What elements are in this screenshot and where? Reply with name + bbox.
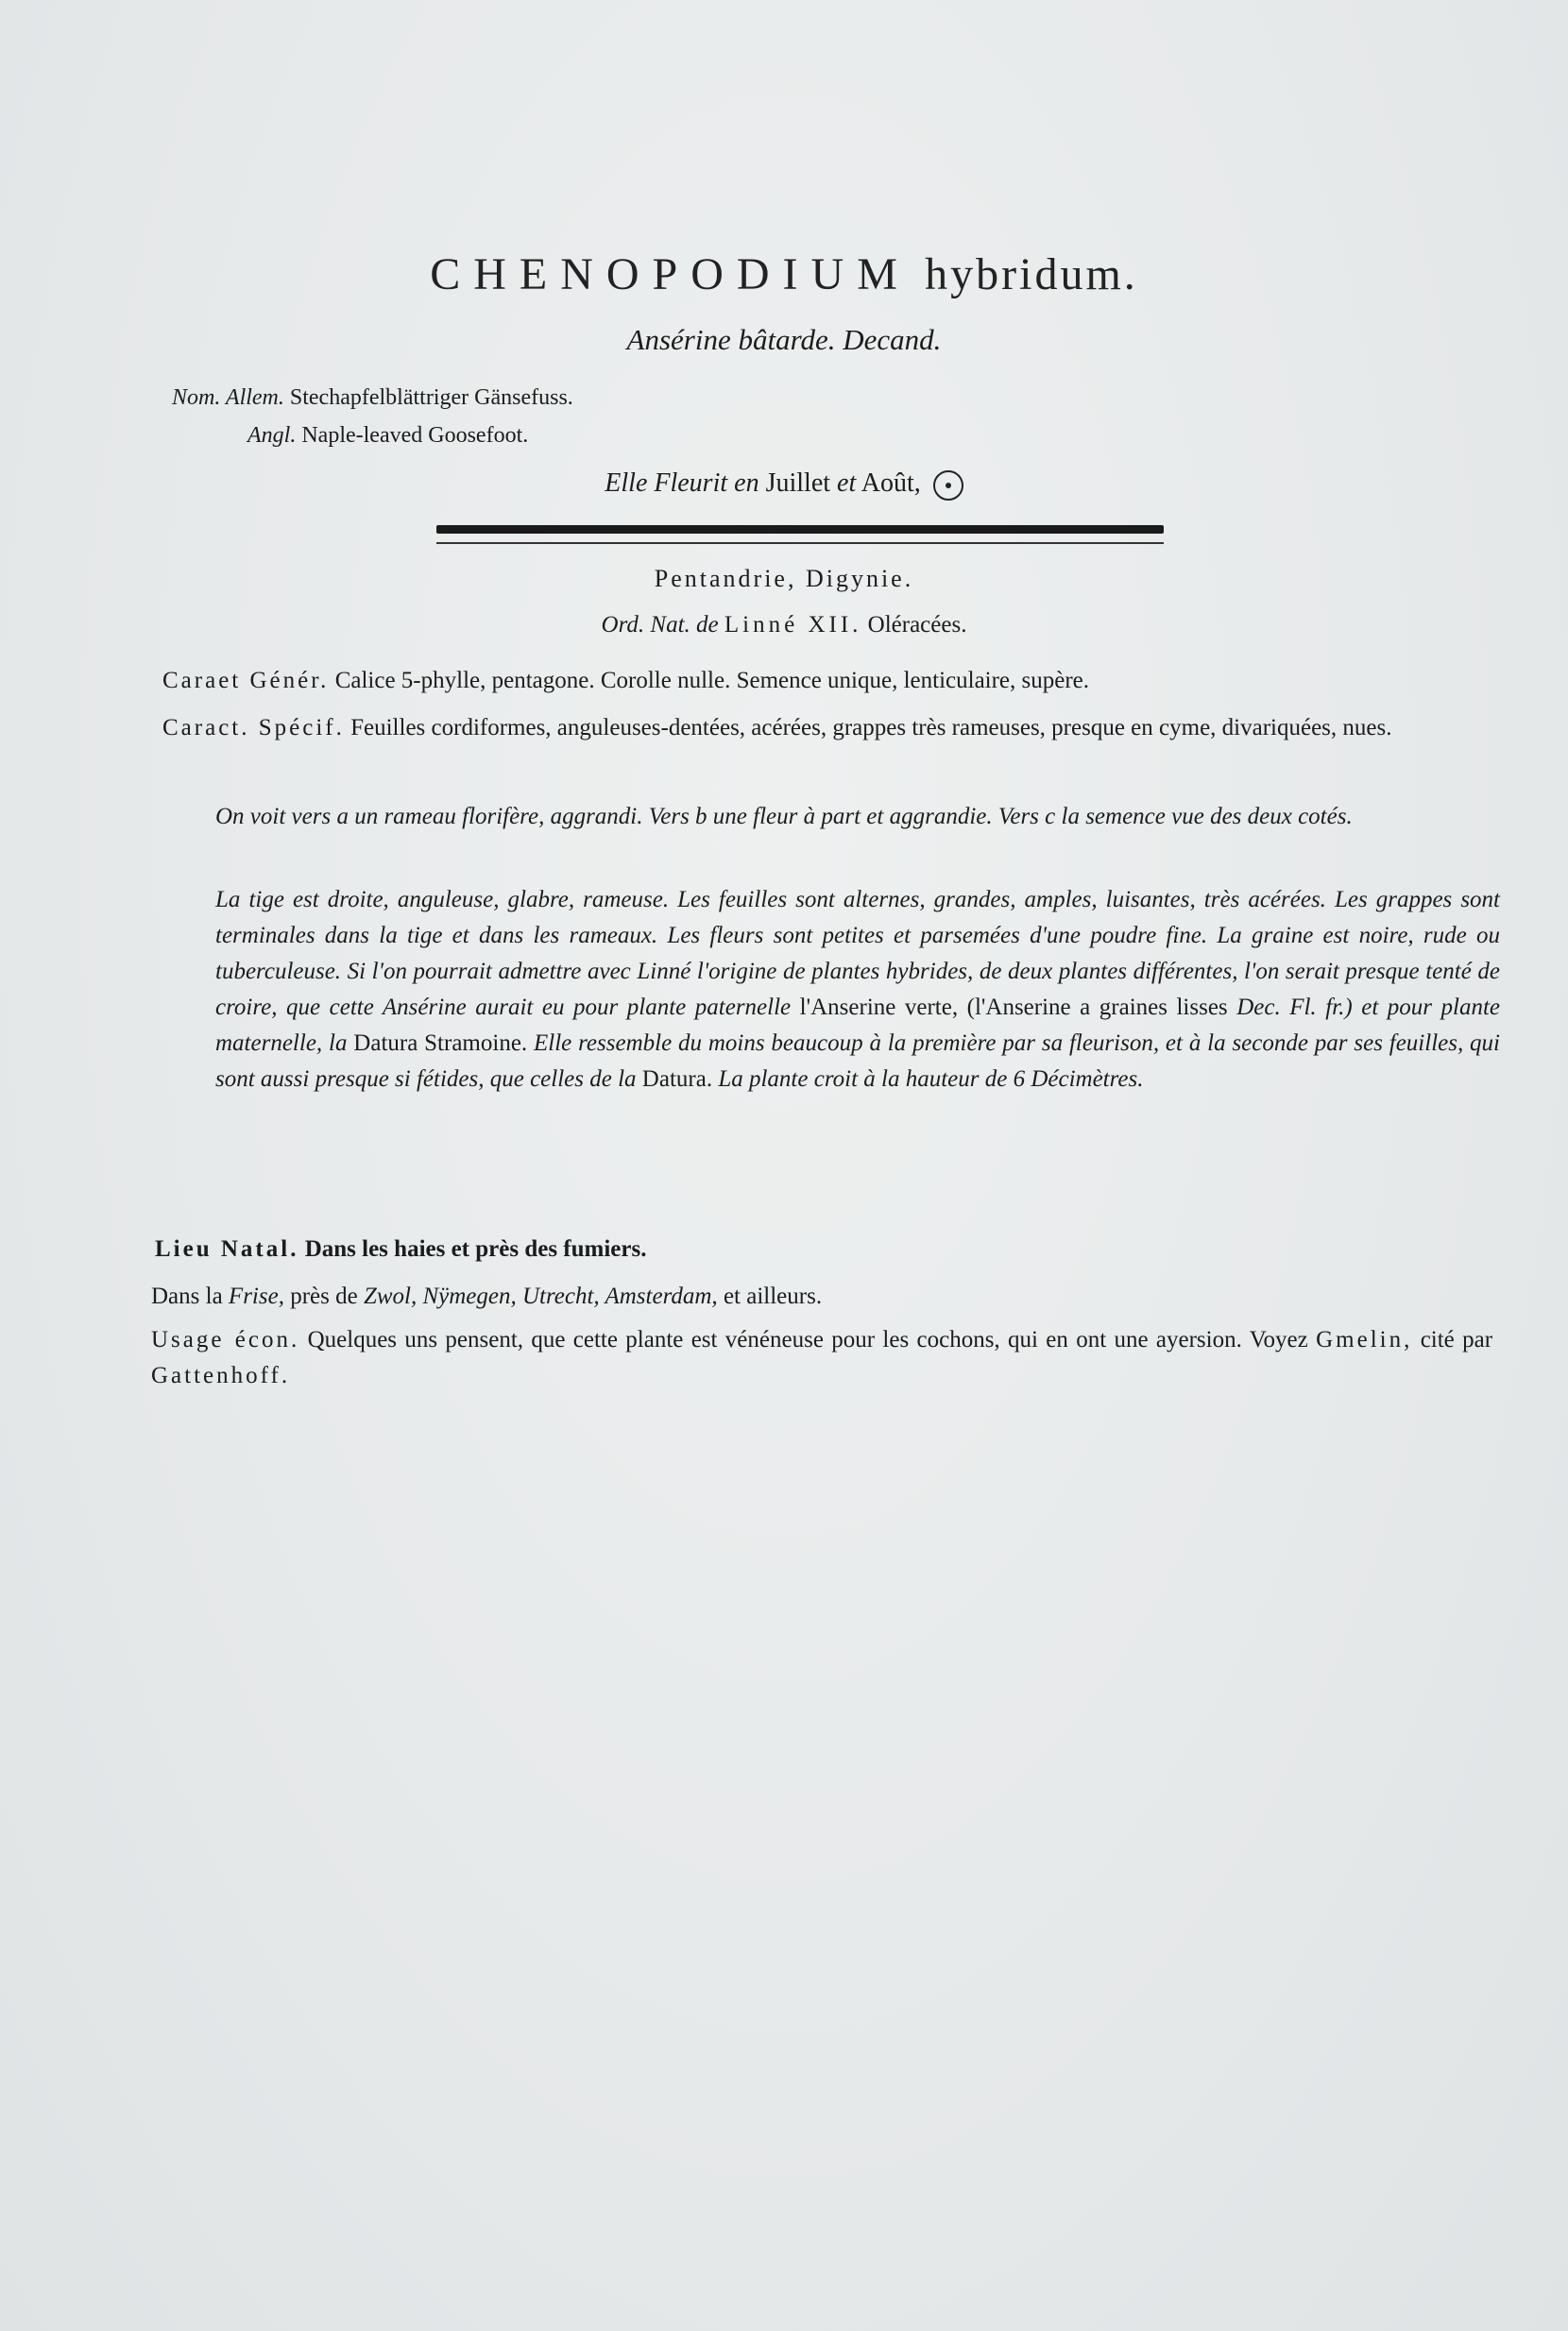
specific-character	[162, 710, 1494, 746]
description-part-2: l'Anserine verte, (l'Anserine a graines lisses	[799, 995, 1228, 1020]
divider-thin	[436, 542, 1164, 544]
generic-text: Calice 5-phylle, pentagone. Corolle nulle. Semence unique, lenticulaire, supère.	[334, 668, 1090, 693]
locations-t5: et ailleurs.	[723, 1284, 823, 1309]
page-title	[0, 247, 1568, 300]
usage-label: Usage écon.	[151, 1327, 300, 1353]
common-name-german	[172, 385, 573, 411]
german-label: Nom. Allem.	[172, 385, 284, 410]
description-part-7: Datura.	[641, 1066, 713, 1092]
plant-description	[215, 882, 1500, 1097]
order-family: Oléracées.	[867, 612, 967, 638]
locations-t3: près de	[290, 1284, 358, 1309]
flowering-period	[0, 468, 1568, 501]
usage-cite: cité par	[1420, 1327, 1493, 1353]
description-part-5: Datura Stramoine.	[353, 1030, 528, 1056]
specific-label: Caract. Spécif.	[162, 715, 345, 740]
specific-text: Feuilles cordiformes, anguleuses-dentées, acérées, grappes très rameuses, presque en cyme, divariquées, nues.	[350, 715, 1392, 740]
species-name: hybridum.	[925, 249, 1138, 299]
usage-gattenhoff: Gattenhoff.	[151, 1363, 291, 1388]
order-linne: Linné XII.	[724, 612, 862, 638]
description-part-4: et pour plante maternelle, la	[215, 995, 1501, 1056]
divider-thick	[436, 525, 1164, 534]
english-label: Angl.	[247, 423, 297, 448]
description-part-6: Elle ressemble du moins beaucoup à la première par sa fleurison, et à la seconde par ses feuilles, qui sont aussi presque si fétides, que celles de la	[215, 1030, 1501, 1092]
description-part-8: La plante croit à la hauteur de 6 Décimètres.	[718, 1066, 1144, 1092]
locations-t2: Frise,	[228, 1284, 284, 1309]
flowering-conj: et	[837, 468, 857, 498]
native-habitat	[155, 1232, 1477, 1268]
locations	[151, 1279, 1474, 1315]
common-name-english	[247, 423, 528, 449]
order-label: Ord. Nat. de	[601, 612, 719, 638]
generic-character	[162, 663, 1475, 699]
habitat-label: Lieu Natal.	[155, 1236, 299, 1262]
french-name: Ansérine bâtarde. Decand.	[626, 323, 942, 356]
annual-sun-icon	[933, 470, 963, 501]
figure-note: On voit vers a un rameau florifère, aggrandi. Vers b une fleur à part et aggrandie. Vers c la semence vue des deux cotés.	[215, 804, 1353, 829]
locations-t4: Zwol, Nÿmegen, Utrecht, Amsterdam,	[363, 1284, 718, 1309]
habitat-text: Dans les haies et près des fumiers.	[304, 1236, 647, 1262]
flowering-month-1: Juillet	[765, 468, 831, 498]
economic-use	[151, 1322, 1492, 1394]
natural-order	[0, 612, 1568, 638]
usage-gmelin: Gmelin,	[1316, 1327, 1413, 1353]
locations-t1: Dans la	[151, 1284, 223, 1309]
flowering-prefix: Elle Fleurit en	[605, 468, 759, 498]
flowering-month-2: Août,	[861, 468, 921, 498]
genus-name: CHENOPODIUM	[430, 249, 911, 299]
description-part-1: La tige est droite, anguleuse, glabre, rameuse. Les feuilles sont alternes, grandes, amples, luisantes, très acérées. Les grappes sont terminales dans la tige et dans les rameaux. Les fleurs sont petites et parsemées d'une poudre fine. La graine est noire, rude ou tuberculeuse. Si l'on pourrait admettre avec Linné l'origine de plantes hybrides, de deux plantes différentes, l'on serait presque tenté de croire, que cette Ansérine aurait eu pour plante paternelle	[215, 887, 1500, 1020]
usage-text: Quelques uns pensent, que cette plante est vénéneuse pour les cochons, qui en ont une ayersion. Voyez	[307, 1327, 1308, 1353]
english-value: Naple-leaved Goosefoot.	[301, 423, 529, 448]
description-part-3: Dec. Fl. fr.)	[1236, 995, 1353, 1020]
linnean-class: Pentandrie, Digynie.	[654, 565, 914, 592]
german-value: Stechapfelblättriger Gänsefuss.	[289, 385, 573, 410]
generic-label: Caraet Génér.	[162, 668, 330, 693]
